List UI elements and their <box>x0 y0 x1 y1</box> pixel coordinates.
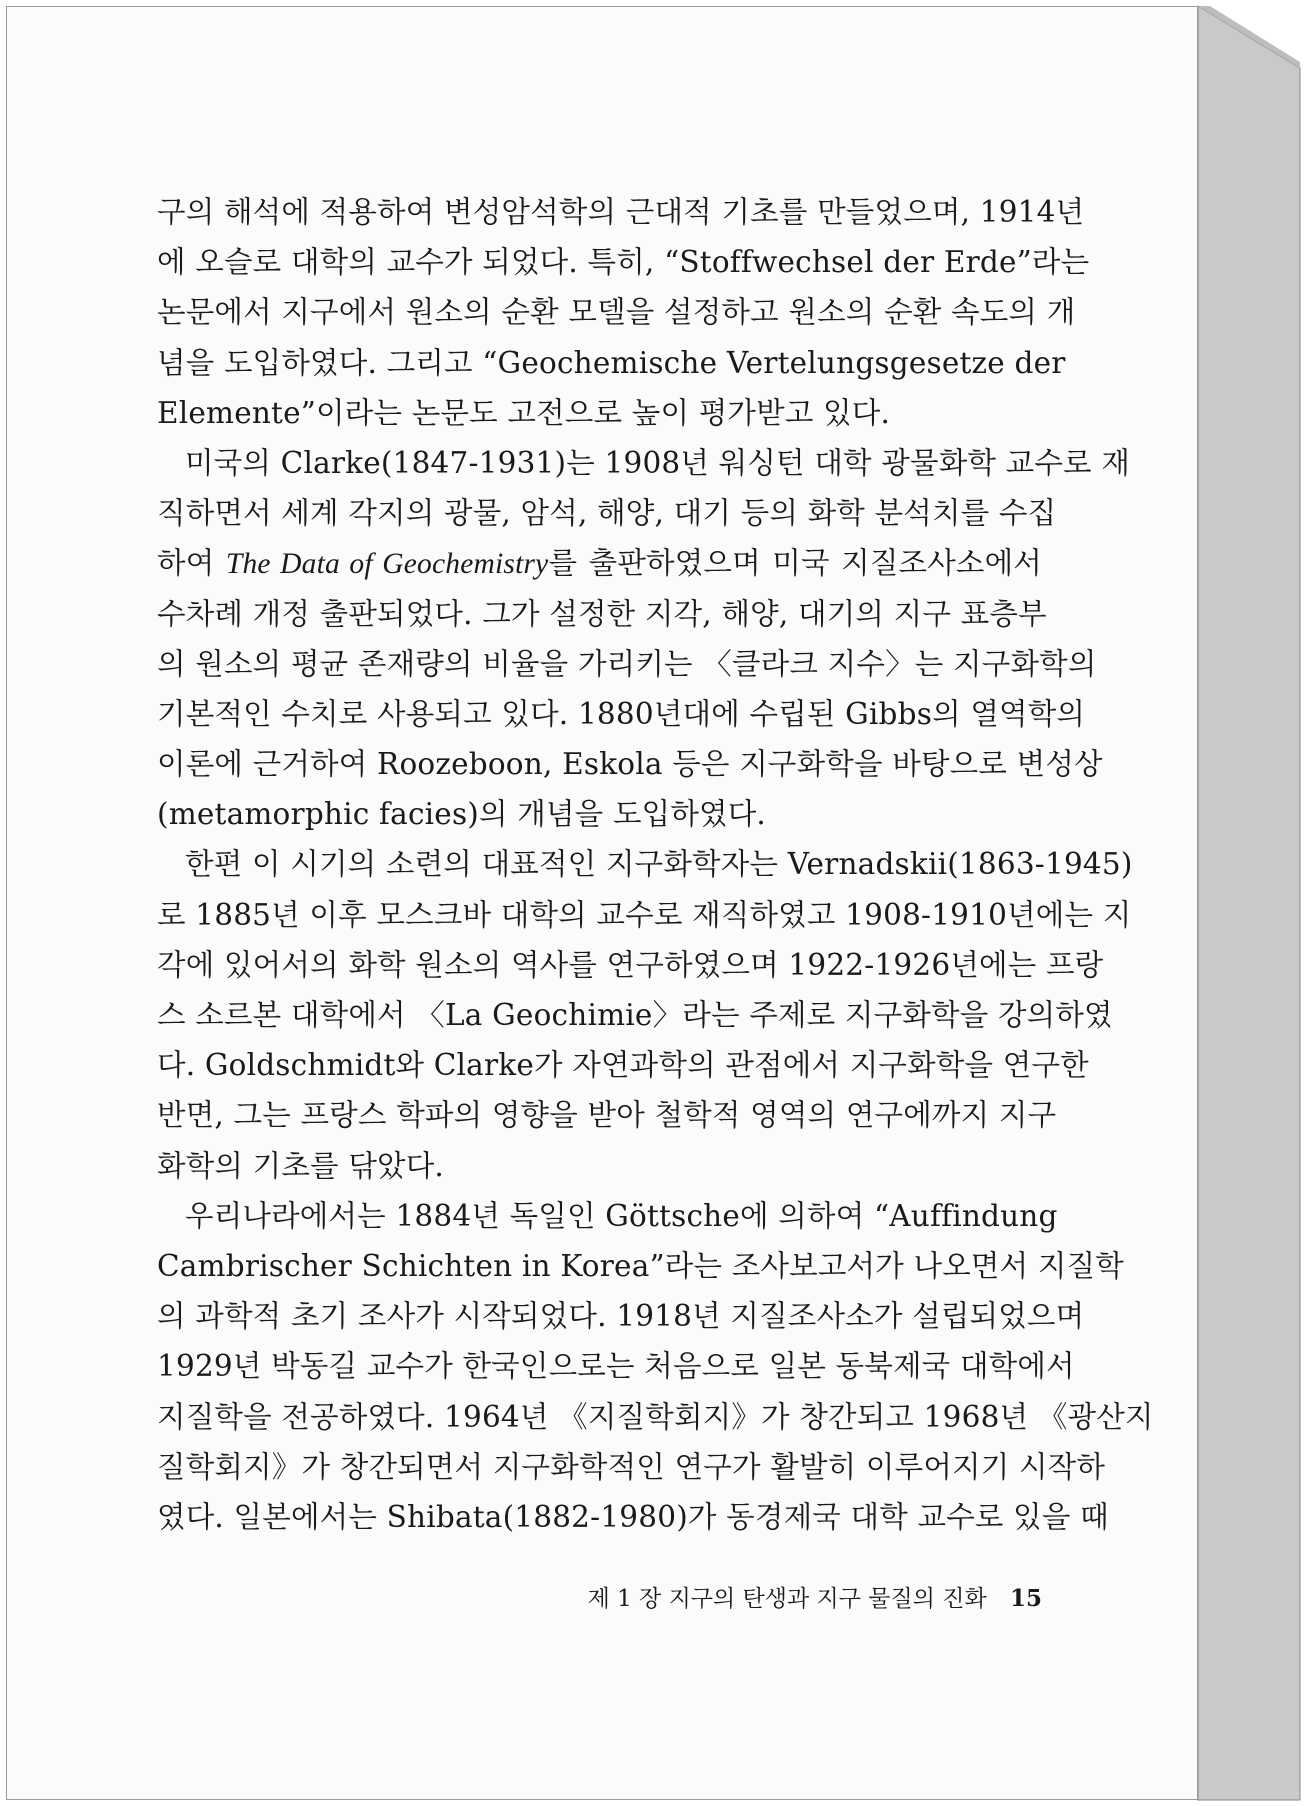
text-line: 각에 있어서의 화학 원소의 역사를 연구하였으며 1922-1926년에는 프랑 <box>157 947 1104 982</box>
text-line: 구의 해석에 적용하여 변성암석학의 근대적 기초를 만들었으며, 1914년 <box>157 195 1085 229</box>
text-line: 수차례 개정 출판되었다. 그가 설정한 지각, 해양, 대기의 지구 표층부 <box>157 596 1047 631</box>
text-line: 로 1885년 이후 모스크바 대학의 교수로 재직하였고 1908-1910년에는 지 <box>157 897 1132 932</box>
text-line: 의 원소의 평균 존재량의 비율을 가리키는 〈클라크 지수〉는 지구화학의 <box>157 646 1097 681</box>
text-line: 반면, 그는 프랑스 학파의 영향을 받아 철학적 영역의 연구에까지 지구 <box>157 1098 1057 1133</box>
text-fragment: 하여 <box>157 546 215 581</box>
text-line-with-title <box>157 538 1042 588</box>
text-line: 질학회지》가 창간되면서 지구화학적인 연구가 활발히 이루어지기 시작하 <box>157 1449 1106 1484</box>
document-page <box>6 6 1198 1800</box>
text-line: 이론에 근거하여 Roozeboon, Eskola 등은 지구화학을 바탕으로 변성상 <box>157 747 1103 782</box>
text-line: Elemente”이라는 논문도 고전으로 높이 평가받고 있다. <box>157 395 891 430</box>
text-line: 의 과학적 초기 조사가 시작되었다. 1918년 지질조사소가 설립되었으며 <box>157 1299 1085 1334</box>
text-line: 1929년 박동길 교수가 한국인으로는 처음으로 일본 동북제국 대학에서 <box>157 1349 1075 1384</box>
text-line: 직하면서 세계 각지의 광물, 암석, 해양, 대기 등의 화학 분석치를 수집 <box>157 496 1057 531</box>
text-line: 스 소르본 대학에서 〈La Geochimie〉라는 주제로 지구화학을 강의하였 <box>157 998 1113 1032</box>
text-line: 념을 도입하였다. 그리고 “Geochemische Vertelungsgesetze der <box>157 345 1066 380</box>
book-title: The Data of Geochemistry <box>225 548 549 581</box>
page-number: 15 <box>1009 1585 1042 1612</box>
text-line: 미국의 Clarke(1847-1931)는 1908년 워싱턴 대학 광물화학 교수로 재 <box>185 445 1131 480</box>
paragraph-1 <box>157 187 1090 438</box>
text-line: 논문에서 지구에서 원소의 순환 모델을 설정하고 원소의 순환 속도의 개 <box>157 295 1076 330</box>
paragraph-3 <box>157 839 1133 1190</box>
text-line: 한편 이 시기의 소련의 대표적인 지구화학자는 Vernadskii(1863-1945) <box>185 847 1133 882</box>
body-text <box>157 187 1154 1542</box>
text-line: 우리나라에서는 1884년 독일인 Göttsche에 의하여 “Auffindung <box>185 1198 1058 1233</box>
chapter-title: 제 1 장 지구의 탄생과 지구 물질의 진화 <box>587 1586 987 1612</box>
paragraph-4 <box>157 1191 1154 1542</box>
text-line: 다. Goldschmidt와 Clarke가 자연과학의 관점에서 지구화학을 연구한 <box>157 1048 1089 1083</box>
page-footer <box>587 1580 1042 1613</box>
text-line: (metamorphic facies)의 개념을 도입하였다. <box>157 797 767 832</box>
text-line: 화학의 기초를 닦았다. <box>157 1148 445 1183</box>
text-line: Cambrischer Schichten in Korea”라는 조사보고서가 나오면서 지질학 <box>157 1248 1124 1283</box>
paragraph-2 <box>157 438 1131 840</box>
text-line: 였다. 일본에서는 Shibata(1882-1980)가 동경제국 대학 교수로 있을 때 <box>157 1499 1109 1534</box>
text-fragment: 를 출판하였으며 미국 지질조사소에서 <box>548 546 1043 581</box>
text-line: 지질학을 전공하였다. 1964년 《지질학회지》가 창간되고 1968년 《광산지 <box>157 1399 1154 1434</box>
text-line: 에 오슬로 대학의 교수가 되었다. 특히, “Stoffwechsel der Erde”라는 <box>157 245 1090 280</box>
text-line: 기본적인 수치로 사용되고 있다. 1880년대에 수립된 Gibbs의 열역학의 <box>157 696 1086 731</box>
